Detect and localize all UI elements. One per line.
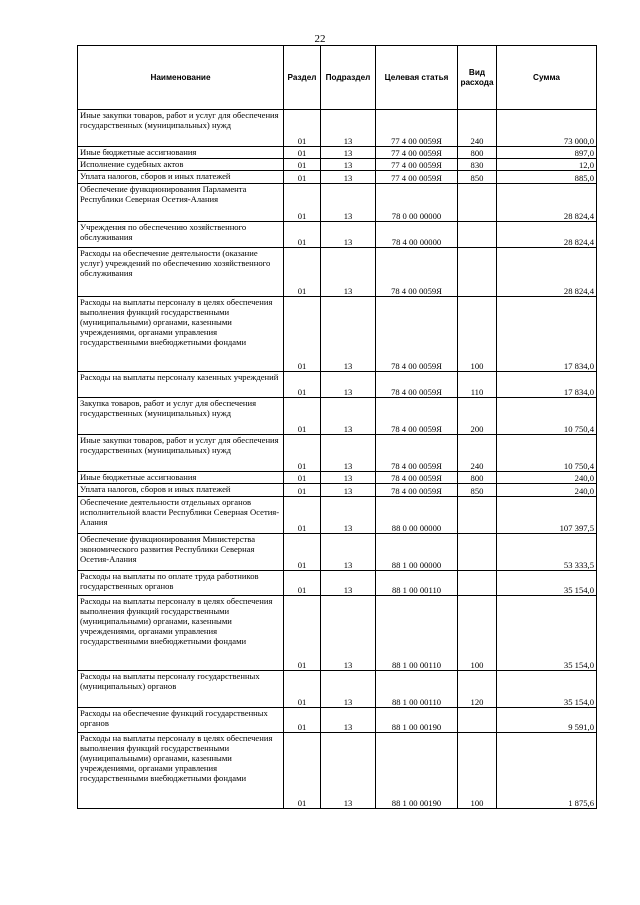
cell-summa: 35 154,0 xyxy=(497,671,597,708)
column-header-vid: Вид расхода xyxy=(458,46,497,110)
cell-razdel: 01 xyxy=(284,372,321,398)
cell-summa: 1 875,6 xyxy=(497,733,597,809)
cell-name: Учреждения по обеспечению хозяйственного обслуживания xyxy=(78,222,284,248)
table-row xyxy=(78,248,597,297)
cell-vid: 100 xyxy=(458,596,497,671)
table-row xyxy=(78,222,597,248)
cell-vid xyxy=(458,248,497,297)
cell-podrazdel: 13 xyxy=(321,398,376,435)
cell-summa: 17 834,0 xyxy=(497,372,597,398)
cell-statya: 78 4 00 0059Я xyxy=(376,248,458,297)
table-row xyxy=(78,484,597,497)
cell-statya: 78 4 00 0059Я xyxy=(376,398,458,435)
cell-podrazdel: 13 xyxy=(321,671,376,708)
budget-table xyxy=(77,45,597,809)
cell-razdel: 01 xyxy=(284,596,321,671)
cell-name: Расходы на выплаты персоналу казенных учреждений xyxy=(78,372,284,398)
cell-vid: 100 xyxy=(458,733,497,809)
cell-vid: 240 xyxy=(458,110,497,147)
cell-razdel: 01 xyxy=(284,534,321,571)
cell-podrazdel: 13 xyxy=(321,484,376,497)
cell-name: Расходы на обеспечение деятельности (оказание услуг) учреждений по обеспечению хозяйственного обслуживания xyxy=(78,248,284,297)
cell-name: Уплата налогов, сборов и иных платежей xyxy=(78,484,284,497)
cell-vid xyxy=(458,534,497,571)
cell-podrazdel: 13 xyxy=(321,733,376,809)
cell-summa: 53 333,5 xyxy=(497,534,597,571)
cell-name: Расходы на выплаты персоналу в целях обеспечения выполнения функций государственными (муниципальными) органами, казенными учреждениями, органами управления государственными внебюджетными фондами xyxy=(78,297,284,372)
cell-vid: 830 xyxy=(458,159,497,171)
table-row xyxy=(78,472,597,484)
cell-podrazdel: 13 xyxy=(321,171,376,184)
cell-vid: 200 xyxy=(458,398,497,435)
cell-podrazdel: 13 xyxy=(321,222,376,248)
table-row xyxy=(78,534,597,571)
cell-statya: 78 4 00 00000 xyxy=(376,222,458,248)
cell-statya: 77 4 00 0059Я xyxy=(376,159,458,171)
table-row xyxy=(78,159,597,171)
cell-vid xyxy=(458,184,497,222)
cell-statya: 88 1 00 00110 xyxy=(376,671,458,708)
cell-podrazdel: 13 xyxy=(321,248,376,297)
table-row xyxy=(78,571,597,596)
cell-razdel: 01 xyxy=(284,497,321,534)
cell-statya: 78 4 00 0059Я xyxy=(376,372,458,398)
table-row xyxy=(78,171,597,184)
cell-vid: 850 xyxy=(458,484,497,497)
table-row xyxy=(78,110,597,147)
cell-name: Расходы на выплаты персоналу в целях обеспечения выполнения функций государственными (муниципальными) органами, казенными учреждениями, органами управления государственными внебюджетными фондами xyxy=(78,733,284,809)
cell-statya: 78 4 00 0059Я xyxy=(376,297,458,372)
cell-name: Уплата налогов, сборов и иных платежей xyxy=(78,171,284,184)
cell-podrazdel: 13 xyxy=(321,435,376,472)
cell-razdel: 01 xyxy=(284,733,321,809)
cell-vid xyxy=(458,708,497,733)
cell-razdel: 01 xyxy=(284,171,321,184)
cell-summa: 9 591,0 xyxy=(497,708,597,733)
cell-name: Расходы на выплаты по оплате труда работников государственных органов xyxy=(78,571,284,596)
cell-name: Расходы на выплаты персоналу в целях обеспечения выполнения функций государственными (муниципальными) органами, казенными учреждениями, органами управления государственными внебюджетными фондами xyxy=(78,596,284,671)
cell-razdel: 01 xyxy=(284,110,321,147)
cell-name: Обеспечение функционирования Парламента Республики Северная Осетия-Алания xyxy=(78,184,284,222)
table-row xyxy=(78,596,597,671)
cell-vid: 240 xyxy=(458,435,497,472)
cell-vid xyxy=(458,497,497,534)
cell-statya: 88 1 00 00190 xyxy=(376,733,458,809)
cell-name: Иные бюджетные ассигнования xyxy=(78,147,284,159)
table-row xyxy=(78,184,597,222)
cell-statya: 88 1 00 00110 xyxy=(376,571,458,596)
cell-podrazdel: 13 xyxy=(321,596,376,671)
cell-statya: 77 4 00 0059Я xyxy=(376,171,458,184)
cell-summa: 35 154,0 xyxy=(497,596,597,671)
column-header-summa: Сумма xyxy=(497,46,597,110)
cell-name: Иные закупки товаров, работ и услуг для обеспечения государственных (муниципальных) нужд xyxy=(78,435,284,472)
cell-name: Закупка товаров, работ и услуг для обеспечения государственных (муниципальных) нужд xyxy=(78,398,284,435)
cell-podrazdel: 13 xyxy=(321,534,376,571)
cell-statya: 88 1 00 00190 xyxy=(376,708,458,733)
cell-razdel: 01 xyxy=(284,248,321,297)
table-header-row xyxy=(78,46,597,110)
cell-summa: 28 824,4 xyxy=(497,222,597,248)
cell-vid xyxy=(458,571,497,596)
cell-summa: 897,0 xyxy=(497,147,597,159)
cell-summa: 240,0 xyxy=(497,484,597,497)
cell-summa: 17 834,0 xyxy=(497,297,597,372)
cell-summa: 10 750,4 xyxy=(497,398,597,435)
cell-razdel: 01 xyxy=(284,184,321,222)
table-row xyxy=(78,671,597,708)
column-header-statya: Целевая статья xyxy=(376,46,458,110)
table-row xyxy=(78,398,597,435)
cell-vid xyxy=(458,222,497,248)
cell-statya: 88 1 00 00000 xyxy=(376,534,458,571)
table-row xyxy=(78,147,597,159)
table-row xyxy=(78,297,597,372)
cell-statya: 77 4 00 0059Я xyxy=(376,110,458,147)
cell-statya: 78 0 00 00000 xyxy=(376,184,458,222)
cell-vid: 110 xyxy=(458,372,497,398)
cell-podrazdel: 13 xyxy=(321,159,376,171)
cell-statya: 77 4 00 0059Я xyxy=(376,147,458,159)
cell-razdel: 01 xyxy=(284,671,321,708)
cell-vid: 100 xyxy=(458,297,497,372)
column-header-razdel: Раздел xyxy=(284,46,321,110)
cell-statya: 88 0 00 00000 xyxy=(376,497,458,534)
cell-statya: 78 4 00 0059Я xyxy=(376,472,458,484)
cell-podrazdel: 13 xyxy=(321,372,376,398)
cell-vid: 800 xyxy=(458,472,497,484)
cell-name: Обеспечение деятельности отдельных органов исполнительной власти Республики Северная Осетия-Алания xyxy=(78,497,284,534)
cell-statya: 78 4 00 0059Я xyxy=(376,435,458,472)
cell-razdel: 01 xyxy=(284,571,321,596)
cell-summa: 35 154,0 xyxy=(497,571,597,596)
table-body xyxy=(78,110,597,809)
table-row xyxy=(78,708,597,733)
cell-vid: 850 xyxy=(458,171,497,184)
cell-name: Исполнение судебных актов xyxy=(78,159,284,171)
cell-name: Расходы на выплаты персоналу государственных (муниципальных) органов xyxy=(78,671,284,708)
cell-summa: 12,0 xyxy=(497,159,597,171)
cell-summa: 73 000,0 xyxy=(497,110,597,147)
cell-razdel: 01 xyxy=(284,159,321,171)
page-number: 22 xyxy=(314,33,326,45)
cell-vid: 120 xyxy=(458,671,497,708)
table-row xyxy=(78,372,597,398)
cell-name: Иные бюджетные ассигнования xyxy=(78,472,284,484)
cell-name: Иные закупки товаров, работ и услуг для обеспечения государственных (муниципальных) нужд xyxy=(78,110,284,147)
column-header-name: Наименование xyxy=(78,46,284,110)
cell-razdel: 01 xyxy=(284,484,321,497)
cell-razdel: 01 xyxy=(284,398,321,435)
cell-razdel: 01 xyxy=(284,222,321,248)
cell-summa: 10 750,4 xyxy=(497,435,597,472)
cell-summa: 107 397,5 xyxy=(497,497,597,534)
cell-name: Расходы на обеспечение функций государственных органов xyxy=(78,708,284,733)
table-row xyxy=(78,435,597,472)
cell-summa: 885,0 xyxy=(497,171,597,184)
cell-podrazdel: 13 xyxy=(321,297,376,372)
cell-podrazdel: 13 xyxy=(321,571,376,596)
cell-podrazdel: 13 xyxy=(321,708,376,733)
cell-name: Обеспечение функционирования Министерства экономического развития Республики Северная Осетия-Алания xyxy=(78,534,284,571)
cell-podrazdel: 13 xyxy=(321,184,376,222)
cell-summa: 28 824,4 xyxy=(497,184,597,222)
table-row xyxy=(78,733,597,809)
cell-podrazdel: 13 xyxy=(321,147,376,159)
cell-statya: 88 1 00 00110 xyxy=(376,596,458,671)
cell-podrazdel: 13 xyxy=(321,497,376,534)
column-header-podrazdel: Подраздел xyxy=(321,46,376,110)
cell-statya: 78 4 00 0059Я xyxy=(376,484,458,497)
cell-podrazdel: 13 xyxy=(321,110,376,147)
cell-summa: 28 824,4 xyxy=(497,248,597,297)
cell-podrazdel: 13 xyxy=(321,472,376,484)
cell-razdel: 01 xyxy=(284,147,321,159)
cell-razdel: 01 xyxy=(284,297,321,372)
cell-razdel: 01 xyxy=(284,472,321,484)
cell-summa: 240,0 xyxy=(497,472,597,484)
cell-vid: 800 xyxy=(458,147,497,159)
cell-razdel: 01 xyxy=(284,708,321,733)
table-row xyxy=(78,497,597,534)
cell-razdel: 01 xyxy=(284,435,321,472)
